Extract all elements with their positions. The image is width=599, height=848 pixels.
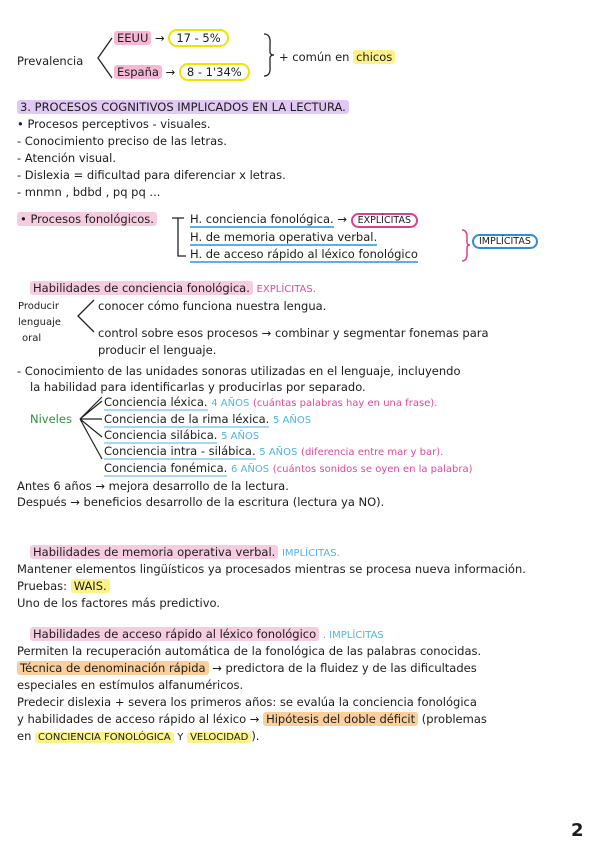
nivel-age: 6 AÑOS [230,464,270,475]
tecnica-rest: → predictora de la fluidez y de las dificultades [212,661,477,675]
espana-label: España [114,65,162,79]
producir-label-1: Producir [18,301,59,312]
memoria-pruebas [17,579,110,594]
explicitas-badge: EXPLÍCITAS [351,213,418,228]
list-item: • Procesos perceptivos - visuales. [17,117,211,131]
note-highlight: chicos [353,50,395,64]
producir-label-3: oral [22,333,42,344]
note-text: + común en [279,50,350,64]
unidades-line-1: - Conocimiento de las unidades sonoras utilizadas en el lenguaje, incluyendo [17,364,461,378]
nivel-name: Conciencia léxica. [104,395,208,409]
acceso-line-5 [17,712,487,727]
memoria-tag: IMPLÍCITAS. [281,548,340,559]
prevalencia-espana-row [114,65,250,80]
pruebas-label: Pruebas: [17,579,68,593]
unidades-line-2: la habilidad para identificarlas y producirlas por separado. [30,380,366,394]
conciencia-title [30,281,316,297]
arrow-icon: → [337,212,347,226]
fono-item-1 [190,212,418,228]
prevalencia-right-brace [262,32,276,78]
acceso-title [30,627,384,643]
despues-line: Después → beneficios desarrollo de la escritura (lectura ya NO). [17,495,385,509]
prevalencia-note [279,50,395,65]
nivel-age: 5 AÑOS [272,415,312,426]
prevalencia-eeuu-row [114,31,229,46]
line6-mid: Y [177,732,184,743]
acceso-line-6 [17,729,259,745]
nivel-row-silabica [104,428,259,444]
arrow-icon: → [155,31,165,45]
conciencia-highlight: CONCIENCIA FONOLÓGICA [35,732,174,743]
eeuu-label: EEUU [114,31,151,45]
section3-title [17,100,349,115]
acceso-line-2 [17,661,477,676]
tecnica-highlight: Técnica de denominación rápida [17,661,209,675]
producir-item-3: producir el lenguaje. [98,343,217,357]
acceso-tag: . IMPLÍCITAS [322,630,384,641]
line5-a: y habilidades de acceso rápido al léxico → [17,712,260,726]
list-item: - mnmn , bdbd , pq pq ... [17,185,161,199]
nivel-name: Conciencia intra - silábica. [104,444,256,458]
nivel-row-lexica [104,395,437,411]
fono-item-text: H. conciencia fonológica. [190,212,334,226]
fono-item-3 [190,247,418,262]
prevalencia-brace [94,36,114,80]
acceso-line-3: especiales en estímulos alfanuméricos. [17,678,244,692]
line5-b: (problemas [421,712,487,726]
memoria-title [30,545,340,561]
acceso-line-4: Predecir dislexia + severa los primeros años: se evalúa la conciencia fonológica [17,695,477,709]
implicitas-badge: IMPLÍCITAS [472,234,538,249]
nivel-name: Conciencia de la rima léxica. [104,412,270,426]
nivel-row-rima [104,412,311,428]
line6-a: en [17,729,32,743]
nivel-extra: (diferencia entre mar y bar). [301,447,444,458]
nivel-row-fonemica [104,461,473,477]
memoria-title-text: Habilidades de memoria operativa verbal. [30,545,278,559]
nivel-name: Conciencia silábica. [104,428,218,442]
fono-label-text: • Procesos fonológicos. [17,212,157,226]
page-number: 2 [571,820,584,841]
nivel-extra: (cuántas palabras hay en una frase). [252,398,438,409]
memoria-line-3: Uno de los factores más predictivo. [17,596,221,610]
list-item: - Atención visual. [17,151,117,165]
conciencia-tag: EXPLÍCITAS. [256,284,316,295]
velocidad-highlight: VELOCIDAD [187,732,251,743]
producir-label-2: lenguaje [18,317,62,328]
doble-deficit-highlight: Hipótesis del doble déficit [263,712,418,726]
fono-item-text: H. de acceso rápido al léxico fonológico [190,247,418,261]
nivel-age: 5 AÑOS [221,431,260,442]
implicitas-badge-wrap [472,233,538,249]
pruebas-value: WAIS. [71,579,110,593]
antes-line: Antes 6 años → mejora desarrollo de la lectura. [17,479,289,493]
list-item: - Dislexia = dificultad para diferenciar x letras. [17,168,286,182]
nivel-extra: (cuántos sonidos se oyen en la palabra) [272,464,473,475]
producir-item-1: conocer cómo funciona nuestra lengua. [98,299,327,313]
acceso-line-1: Permiten la recuperación automática de la fonológica de las palabras conocidas. [17,644,482,658]
arrow-icon: → [165,65,176,79]
fono-label [17,212,157,227]
niveles-brace [76,393,104,473]
section3-title-text: 3. PROCESOS COGNITIVOS IMPLICADOS EN LA LECTURA. [17,100,349,114]
line6-end: ). [251,729,260,743]
list-item: - Conocimiento preciso de las letras. [17,134,227,148]
prevalencia-label: Prevalencia [17,54,84,68]
eeuu-value: 17 - 5% [168,29,228,47]
memoria-line-1: Mantener elementos lingüísticos ya procesados mientras se procesa nueva información. [17,562,526,576]
nivel-age: 4 AÑOS [211,398,250,409]
nivel-name: Conciencia fonémica. [104,461,228,475]
fono-brace [170,212,188,260]
acceso-title-text: Habilidades de acceso rápido al léxico fonológico [30,627,319,641]
conciencia-title-text: Habilidades de conciencia fonológica. [30,281,253,295]
espana-value: 8 - 1'34% [179,63,250,81]
nivel-age: 5 AÑOS [259,447,298,458]
fono-item-2 [190,230,377,245]
producir-brace [74,298,96,336]
niveles-label: Niveles [30,412,72,426]
implicitas-brace [460,228,472,264]
fono-item-text: H. de memoria operativa verbal. [190,230,378,244]
producir-item-2: control sobre esos procesos → combinar y segmentar fonemas para [98,326,489,340]
nivel-row-intrasilabica [104,444,443,460]
